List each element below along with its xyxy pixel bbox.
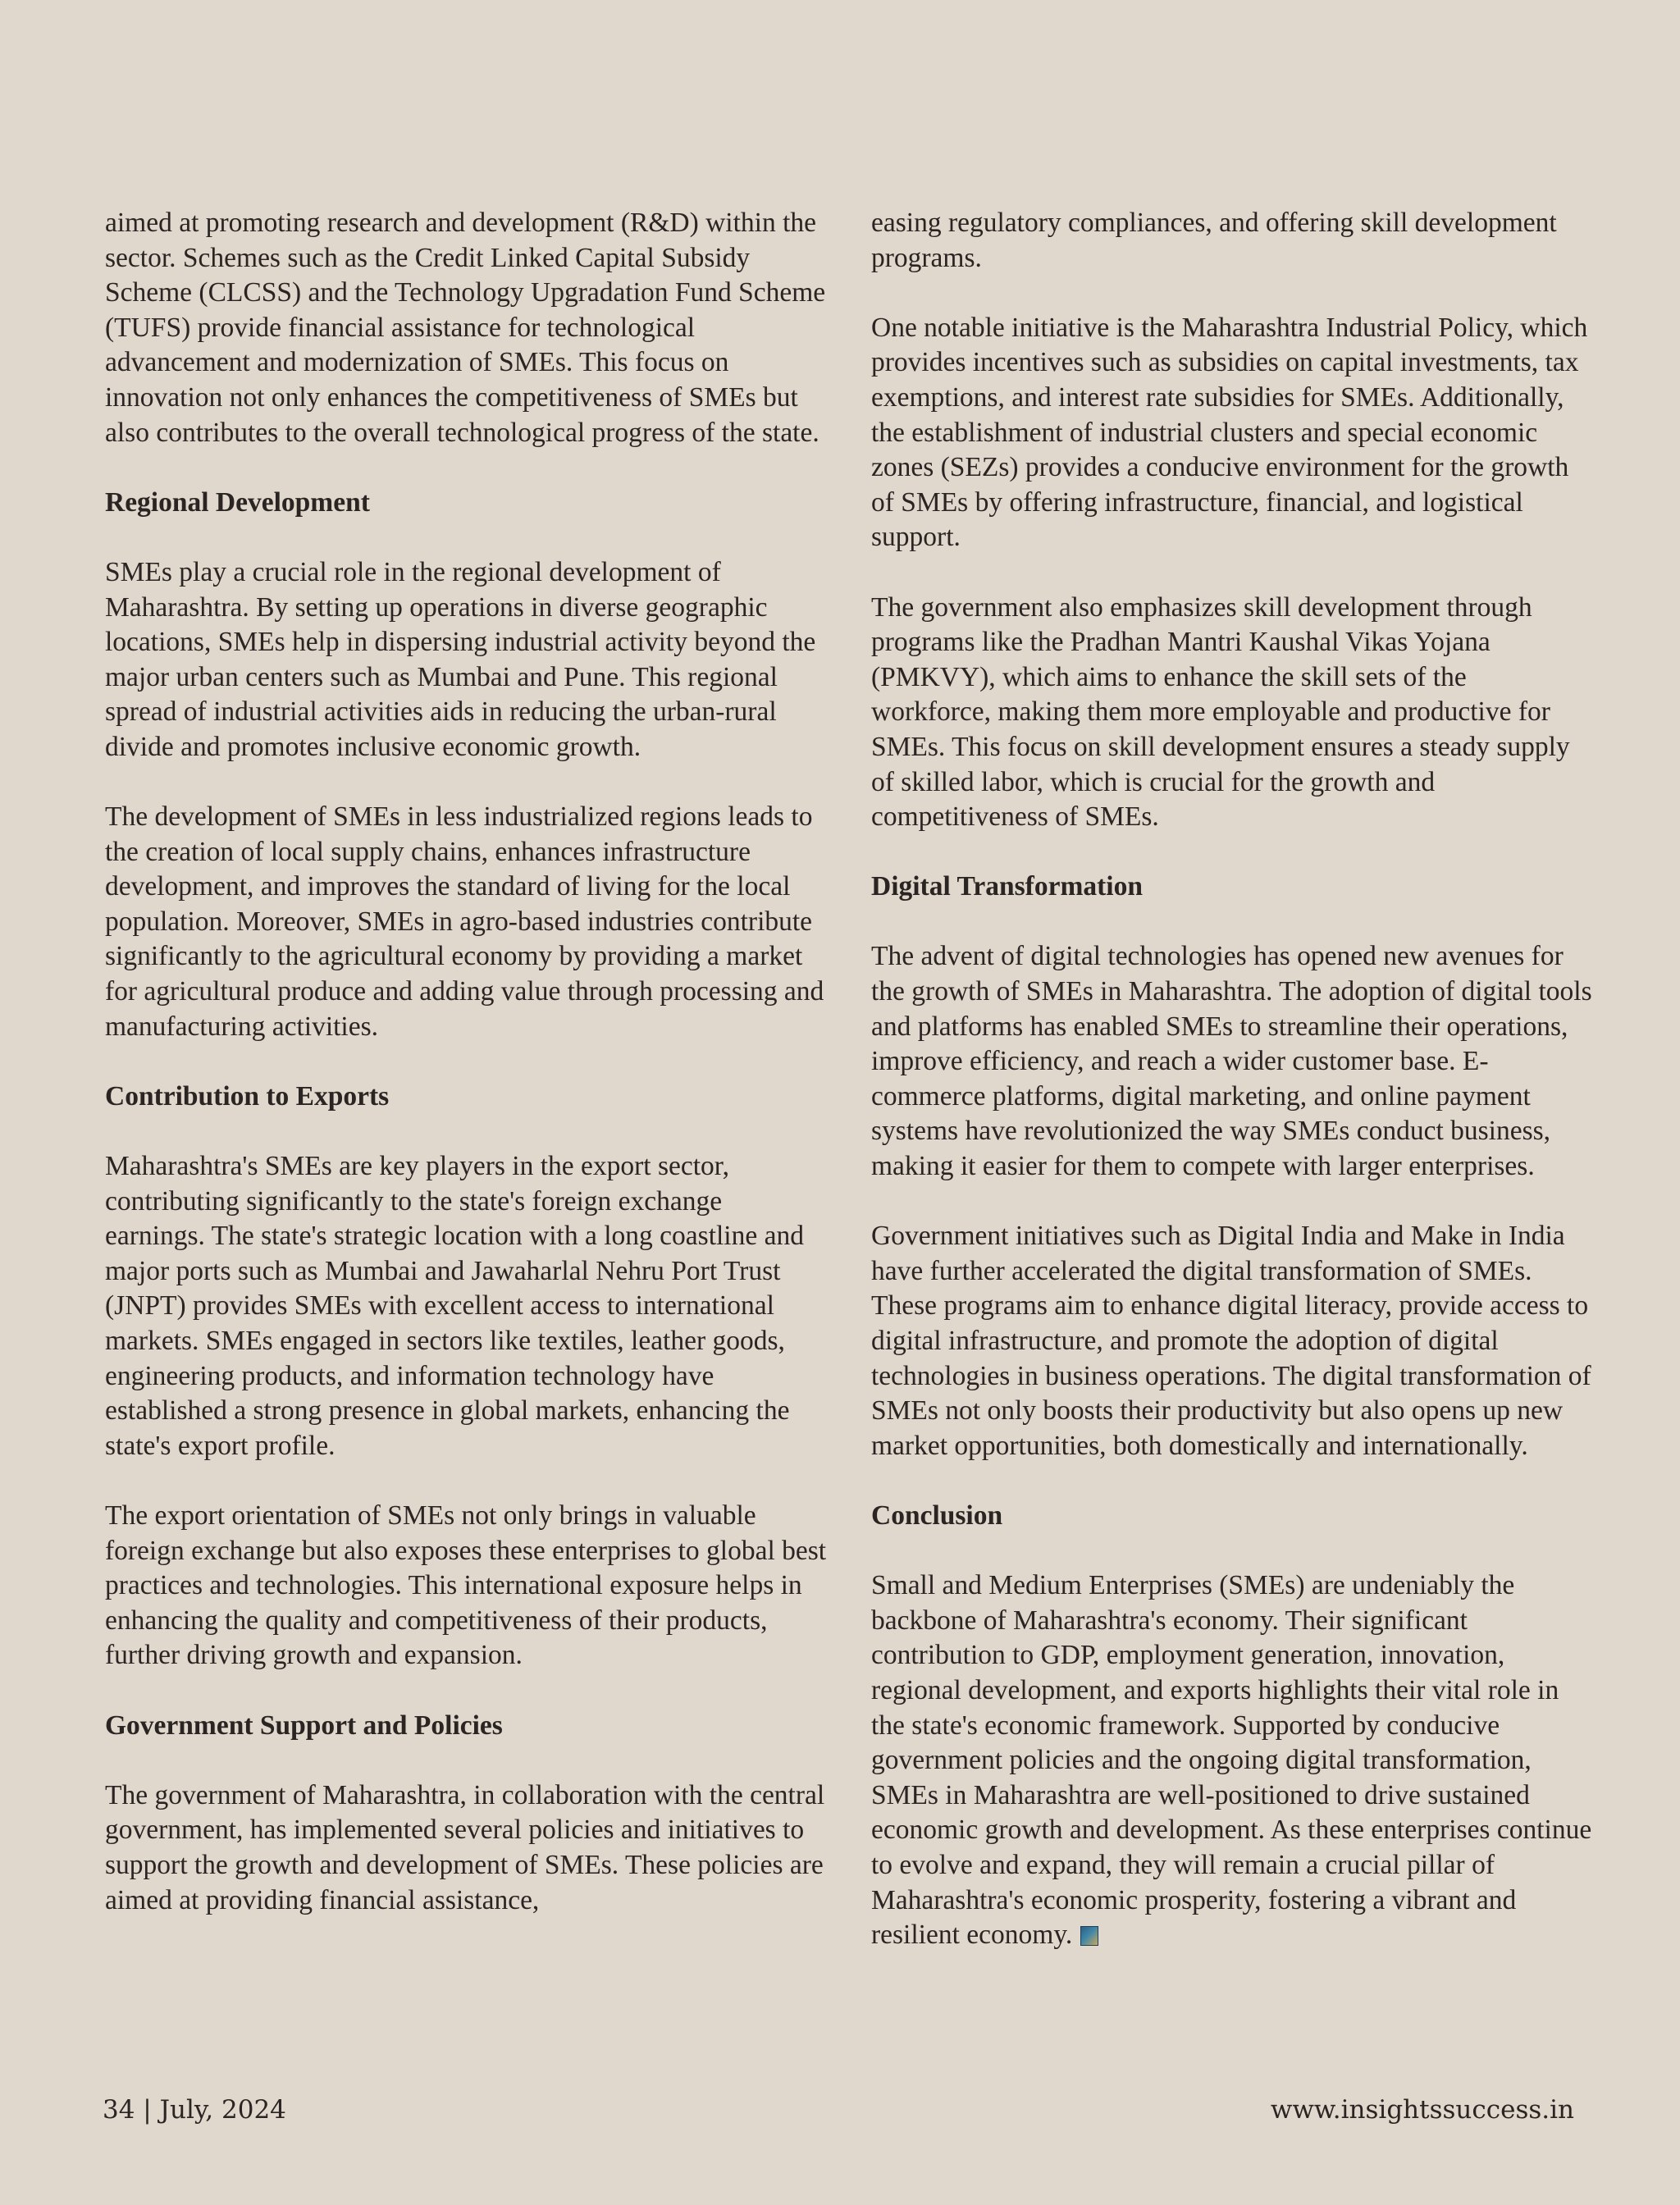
heading-government-support: Government Support and Policies [105,1710,503,1741]
article-end-icon [1080,1926,1098,1946]
heading-digital-transformation: Digital Transformation [871,871,1143,902]
heading-contribution-to-exports: Contribution to Exports [105,1080,390,1112]
footer-website: www.insightssuccess.in [1270,2095,1574,2125]
paragraph-exports-1: Maharashtra's SMEs are key players in the export sector, contributing significantly to the state's foreign exchange earnings. The state's strategic location with a long coastline and major ports such as Mumbai and Jawaharlal Nehru Port Trust (JNPT) provides SMEs with excellent access to international markets. SMEs engaged in sectors like textiles, leather goods, engineering products, and information technology have established a strong presence in global markets, enhancing the state's export profile. [105,1151,804,1461]
paragraph-government-2: easing regulatory compliances, and offering skill development programs. [871,208,1557,273]
paragraph-industrial-policy: One notable initiative is the Maharashtra Industrial Policy, which provides incentives such as subsidies on capital investments, tax exemptions, and interest rate subsidies for SMEs. Additionally, the establishment of industrial clusters and special economic zones (SEZs) provides a conducive environment for the growth of SMEs by offering infrastructure, financial, and logistical support. [871,312,1588,553]
paragraph-exports-2: The export orientation of SMEs not only brings in valuable foreign exchange but also exposes these enterprises to global best practices and technologies. This international exposure helps in enhancing the quality and competitiveness of their products, further driving growth and expansion. [105,1500,827,1671]
paragraph-rd-innovation: aimed at promoting research and development (R&D) within the sector. Schemes such as the Credit Linked Capital Subsidy Scheme (CLCSS) and the Technology Upgradation Fund Scheme (TUFS) provide financial assistance for technological advancement and modernization of SMEs. This focus on innovation not only enhances the competitiveness of SMEs but also contributes to the overall technological progress of the state. [105,208,826,448]
paragraph-digital-2: Government initiatives such as Digital India and Make in India have further accelerated the digital transformation of SMEs. These programs aim to enhance digital literacy, provide access to digital infrastructure, and promote the adoption of digital technologies in business operations. The digital transformation of SMEs not only boosts their productivity but also opens up new market opportunities, both domestically and internationally. [871,1221,1591,1461]
paragraph-digital-1: The advent of digital technologies has opened new avenues for the growth of SMEs in Maharashtra. The adoption of digital tools and platforms has enabled SMEs to streamline their operations, improve efficiency, and reach a wider customer base. E-commerce platforms, digital marketing, and online payment systems have revolutionized the way SMEs conduct business, making it easier for them to compete with larger enterprises. [871,941,1592,1182]
heading-conclusion: Conclusion [871,1500,1003,1531]
paragraph-government-1: The government of Maharashtra, in collaboration with the central government, has implemented several policies and initiatives to support the growth and development of SMEs. These policies are aimed at providing financial assistance, [105,1779,825,1915]
paragraph-conclusion [871,1568,1593,1953]
right-column [871,206,1593,1988]
footer-page-info: 34 | July, 2024 [103,2095,286,2125]
left-column [105,206,827,1953]
heading-regional-development: Regional Development [105,486,370,518]
paragraph-skill-development: The government also emphasizes skill development through programs like the Pradhan Mantri Kaushal Vikas Yojana (PMKVY), which aims to enhance the skill sets of the workforce, making them more employable and productive for SMEs. This focus on skill development ensures a steady supply of skilled labor, which is crucial for the growth and competitiveness of SMEs. [871,591,1570,833]
paragraph-regional-2: The development of SMEs in less industrialized regions leads to the creation of local supply chains, enhances infrastructure development, and improves the standard of living for the local population. Moreover, SMEs in agro-based industries contribute significantly to the agricultural economy by providing a market for agricultural produce and adding value through processing and manufacturing activities. [105,801,824,1042]
paragraph-regional-1: SMEs play a crucial role in the regional development of Maharashtra. By setting up operations in diverse geographic locations, SMEs help in dispersing industrial activity beyond the major urban centers such as Mumbai and Pune. This regional spread of industrial activities aids in reducing the urban-rural divide and promotes inclusive economic growth. [105,556,816,762]
conclusion-text: Small and Medium Enterprises (SMEs) are undeniably the backbone of Maharashtra's economy. Their significant contribution to GDP, employment generation, innovation, regional development, and exports highlights their vital role in the state's economic framework. Supported by conducive government policies and the ongoing digital transformation, SMEs in Maharashtra are well-positioned to drive sustained economic growth and development. As these enterprises continue to evolve and expand, they will remain a crucial pillar of Maharashtra's economic prosperity, fostering a vibrant and resilient economy. [871,1570,1592,1951]
